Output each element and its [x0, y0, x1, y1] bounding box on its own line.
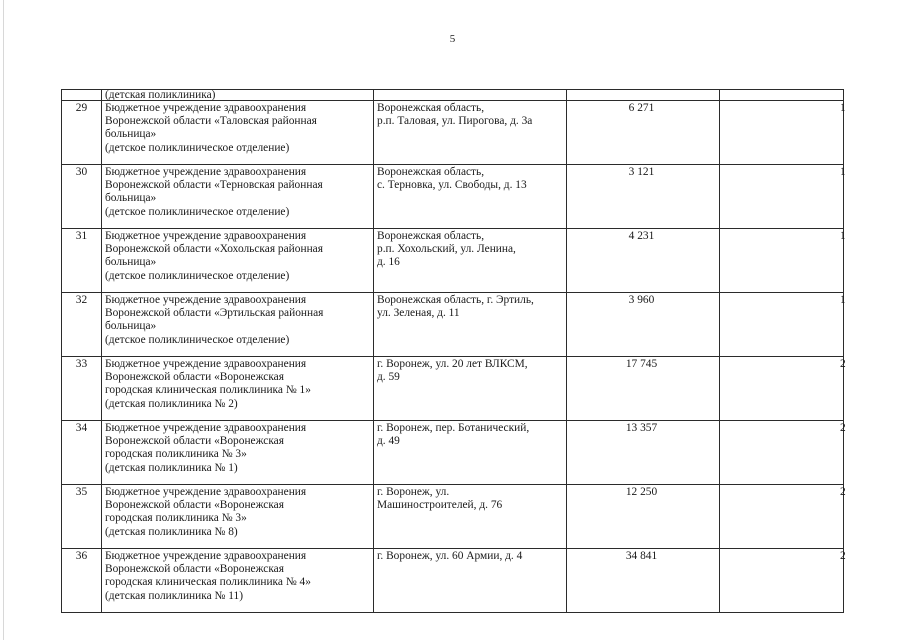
- cell-number: 34: [62, 421, 102, 485]
- table-row: [62, 165, 844, 229]
- cell-count: 1: [720, 165, 844, 229]
- cell-population: 17 745: [567, 357, 720, 421]
- cell-address: г. Воронеж, ул. Машиностроителей, д. 76: [374, 485, 567, 549]
- cell-institution-name: Бюджетное учреждение здравоохранения Воронежской области «Воронежская городская поликлиника № 3» (детская поликлиника № 1): [102, 421, 374, 485]
- cell-address: [374, 90, 567, 101]
- cell-address: г. Воронеж, ул. 20 лет ВЛКСМ, д. 59: [374, 357, 567, 421]
- cell-population: [567, 90, 720, 101]
- cell-institution-name: Бюджетное учреждение здравоохранения Воронежской области «Воронежская городская клиническая поликлиника № 4» (детская поликлиника № 11): [102, 549, 374, 613]
- cell-population: 3 960: [567, 293, 720, 357]
- facilities-table-body: [62, 90, 844, 613]
- cell-number: 36: [62, 549, 102, 613]
- cell-count: 1: [720, 293, 844, 357]
- cell-institution-name: Бюджетное учреждение здравоохранения Воронежской области «Терновская районная больница» (детское поликлиническое отделение): [102, 165, 374, 229]
- table-row-continuation: [62, 90, 844, 101]
- cell-institution-name: (детская поликлиника): [102, 90, 374, 101]
- cell-count: 1: [720, 229, 844, 293]
- page-number: 5: [449, 33, 456, 45]
- cell-population: 34 841: [567, 549, 720, 613]
- cell-number: [62, 90, 102, 101]
- table-row: [62, 549, 844, 613]
- cell-address: Воронежская область, р.п. Хохольский, ул. Ленина, д. 16: [374, 229, 567, 293]
- cell-population: 12 250: [567, 485, 720, 549]
- cell-institution-name: Бюджетное учреждение здравоохранения Воронежской области «Таловская районная больница» (детское поликлиническое отделение): [102, 101, 374, 165]
- table-row: [62, 229, 844, 293]
- cell-count: 2: [720, 357, 844, 421]
- cell-number: 32: [62, 293, 102, 357]
- cell-number: 35: [62, 485, 102, 549]
- cell-number: 31: [62, 229, 102, 293]
- cell-population: 6 271: [567, 101, 720, 165]
- cell-count: 2: [720, 549, 844, 613]
- cell-number: 29: [62, 101, 102, 165]
- table-row: [62, 101, 844, 165]
- cell-address: г. Воронеж, пер. Ботанический, д. 49: [374, 421, 567, 485]
- cell-number: 30: [62, 165, 102, 229]
- cell-institution-name: Бюджетное учреждение здравоохранения Воронежской области «Хохольская районная больница» (детское поликлиническое отделение): [102, 229, 374, 293]
- cell-institution-name: Бюджетное учреждение здравоохранения Воронежской области «Воронежская городская клиническая поликлиника № 1» (детская поликлиника № 2): [102, 357, 374, 421]
- cell-count: [720, 90, 844, 101]
- table-row: [62, 357, 844, 421]
- cell-population: 3 121: [567, 165, 720, 229]
- cell-address: Воронежская область, р.п. Таловая, ул. Пирогова, д. 3а: [374, 101, 567, 165]
- scan-edge-line: [3, 0, 4, 640]
- cell-population: 13 357: [567, 421, 720, 485]
- cell-count: 1: [720, 101, 844, 165]
- cell-population: 4 231: [567, 229, 720, 293]
- facilities-table: [61, 89, 844, 613]
- cell-count: 2: [720, 421, 844, 485]
- cell-count: 2: [720, 485, 844, 549]
- cell-institution-name: Бюджетное учреждение здравоохранения Воронежской области «Эртильская районная больница» (детское поликлиническое отделение): [102, 293, 374, 357]
- cell-number: 33: [62, 357, 102, 421]
- cell-address: г. Воронеж, ул. 60 Армии, д. 4: [374, 549, 567, 613]
- table-row: [62, 421, 844, 485]
- table-row: [62, 293, 844, 357]
- table-row: [62, 485, 844, 549]
- cell-address: Воронежская область, г. Эртиль, ул. Зеленая, д. 11: [374, 293, 567, 357]
- cell-address: Воронежская область, с. Терновка, ул. Свободы, д. 13: [374, 165, 567, 229]
- cell-institution-name: Бюджетное учреждение здравоохранения Воронежской области «Воронежская городская поликлиника № 3» (детская поликлиника № 8): [102, 485, 374, 549]
